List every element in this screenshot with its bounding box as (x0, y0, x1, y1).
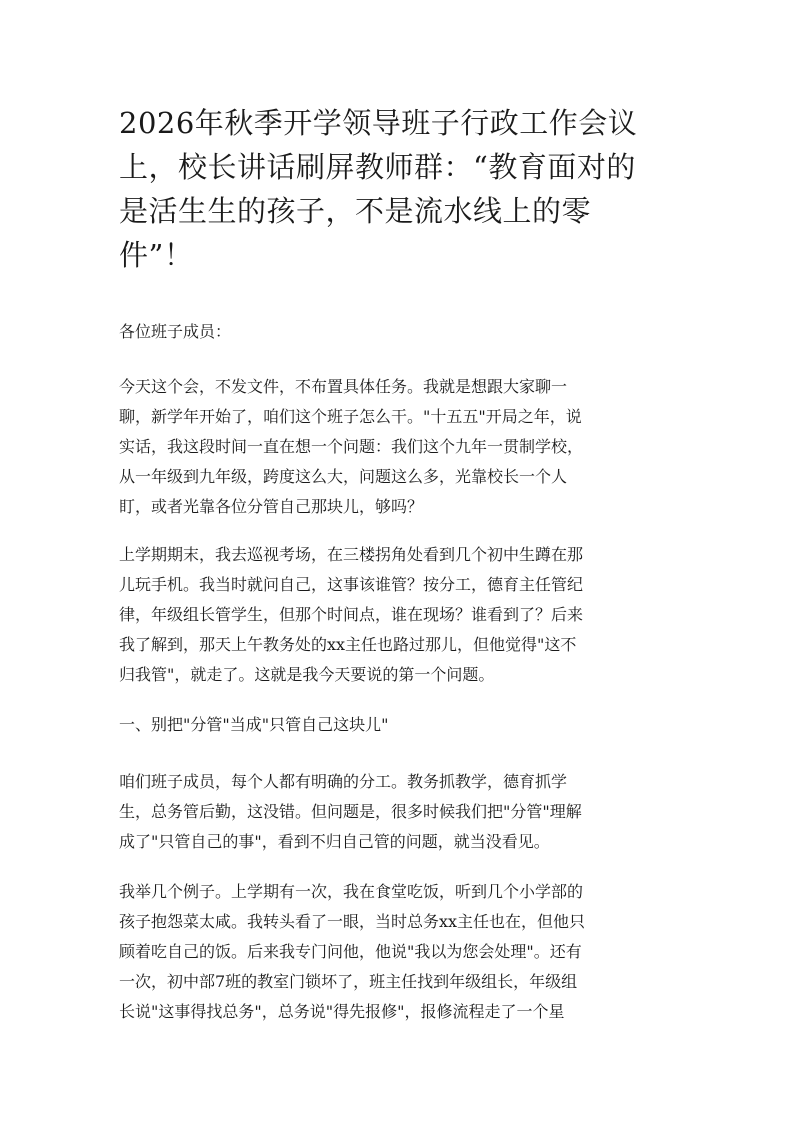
paragraph-line: 成了"只管自己的事"，看到不归自己管的问题，就当没看见。 (119, 832, 550, 851)
paragraph-1 (119, 372, 664, 522)
paragraph-line: 律，年级组长管学生，但那个时间点，谁在现场？谁看到了？后来 (119, 605, 584, 624)
paragraph-line: 上学期期末，我去巡视考场，在三楼拐角处看到几个初中生蹲在那 (119, 545, 584, 564)
paragraph-line: 聊，新学年开始了，咱们这个班子怎么干。"十五五"开局之年，说 (119, 407, 582, 426)
document-title (119, 101, 664, 277)
paragraph-3 (119, 767, 664, 857)
paragraph-line: 咱们班子成员，每个人都有明确的分工。教务抓教学，德育抓学 (119, 772, 568, 791)
paragraph-line: 我举几个例子。上学期有一次，我在食堂吃饭，听到几个小学部的 (119, 882, 584, 901)
title-line: 件”！ (119, 238, 194, 272)
salutation-text: 各位班子成员： (119, 322, 232, 341)
salutation (119, 317, 664, 347)
paragraph-line: 归我管"，就走了。这就是我今天要说的第一个问题。 (119, 665, 495, 684)
paragraph-line: 长说"这事得找总务"，总务说"得先报修"，报修流程走了一个星 (119, 1002, 565, 1021)
title-line: 是活生生的孩子，不是流水线上的零 (119, 194, 592, 228)
section-heading-text: 一、别把"分管"当成"只管自己这块儿" (119, 715, 389, 734)
paragraph-line: 顾着吃自己的饭。后来我专门问他，他说"我以为您会处理"。还有 (119, 942, 582, 961)
paragraph-line: 我了解到，那天上午教务处的xx主任也路过那儿，但他觉得"这不 (119, 635, 577, 654)
paragraph-line: 儿玩手机。我当时就问自己，这事该谁管？按分工，德育主任管纪 (119, 575, 584, 594)
title-line: 上，校长讲话刷屏教师群：“教育面对的 (119, 150, 636, 184)
paragraph-2 (119, 540, 664, 690)
paragraph-line: 一次，初中部7班的教室门锁坏了，班主任找到年级组长，年级组 (119, 972, 578, 991)
paragraph-4 (119, 877, 664, 1027)
paragraph-line: 孩子抱怨菜太咸。我转头看了一眼，当时总务xx主任也在，但他只 (119, 912, 586, 931)
paragraph-line: 实话，我这段时间一直在想一个问题：我们这个九年一贯制学校， (119, 437, 584, 456)
paragraph-line: 从一年级到九年级，跨度这么大，问题这么多，光靠校长一个人 (119, 467, 568, 486)
title-line: 2026年秋季开学领导班子行政工作会议 (119, 106, 638, 140)
paragraph-line: 生，总务管后勤，这没错。但问题是，很多时候我们把"分管"理解 (119, 802, 582, 821)
paragraph-line: 盯，或者光靠各位分管自己那块儿，够吗？ (119, 497, 424, 516)
section-heading-1 (119, 710, 664, 740)
paragraph-line: 今天这个会，不发文件，不布置具体任务。我就是想跟大家聊一 (119, 377, 568, 396)
